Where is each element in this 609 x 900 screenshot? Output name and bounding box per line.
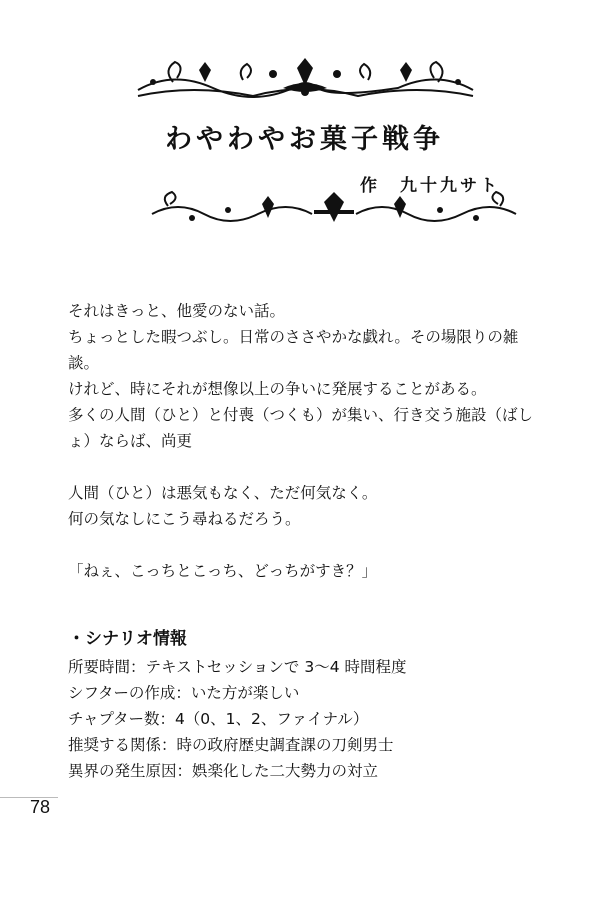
intro-line: ちょっとした暇つぶし。日常のささやかな戯れ。その場限りの雑 [68,328,519,346]
intro-line: それはきっと、他愛のない話。 [68,302,286,320]
intro-line: ょ）ならば、尚更 [68,432,193,450]
intro-line: 多くの人間（ひと）と付喪（つくも）が集い、行き交う施設（ばし [68,406,534,424]
scenario-info-list [68,654,546,784]
scenario-info-item: シフターの作成：いた方が楽しい [68,684,300,702]
intro-text [68,298,546,584]
author-credit: 作 九十九サト [360,176,500,196]
scenario-info-item: 異界の発生原因：娯楽化した二大勢力の対立 [68,762,379,780]
scenario-info-item: チャプター数：4（0、1、2、ファイナル） [68,710,369,728]
ornamental-header-border [133,52,478,104]
blank-line [68,454,546,480]
intro-line: 談。 [68,354,100,372]
blank-line [68,532,546,558]
scenario-info-item: 推奨する関係：時の政府歴史調査課の刀剣男士 [68,736,394,754]
intro-line: 人間（ひと）は悪気もなく、ただ何気なく。 [68,484,378,502]
intro-line: けれど、時にそれが想像以上の争いに発展することがある。 [68,380,487,398]
scenario-info-item: 所要時間：テキストセッションで 3～4 時間程度 [68,658,407,676]
scenario-heading: ・シナリオ情報 [68,629,187,649]
intro-line: 何の気なしにこう尋ねるだろう。 [68,510,301,528]
scenario-info-section [68,626,546,784]
page-number: 78 [30,797,51,817]
ornamental-footer-border [148,188,520,230]
page-title: わやわやお菓子戦争 [165,124,444,155]
intro-line: 「ねぇ、こっちとこっち、どっちがすき？」 [68,562,378,580]
